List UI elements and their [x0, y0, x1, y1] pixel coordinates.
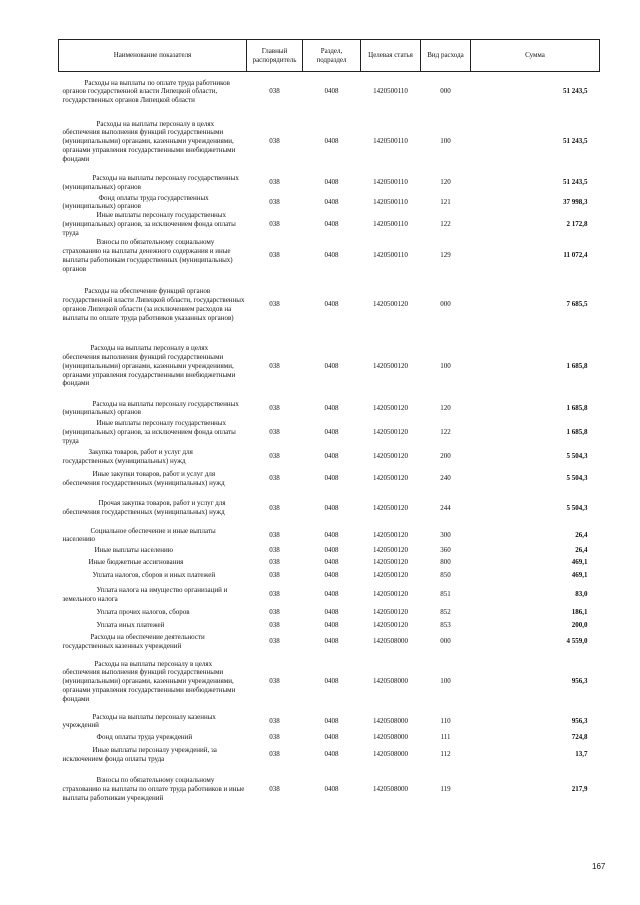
cell-name — [59, 583, 247, 606]
cell-target-code: 1420500120 — [373, 607, 408, 616]
cell-section: 0408 — [324, 590, 339, 599]
table-row — [59, 556, 600, 568]
cell-section: 0408 — [324, 197, 339, 206]
cell-name — [59, 606, 247, 618]
cell-sum: 37 998,3 — [563, 197, 588, 206]
cell-section: 0408 — [324, 607, 339, 616]
cell-target-code: 1420508000 — [373, 785, 408, 794]
cell-section: 0408 — [324, 137, 339, 146]
row-name-text: Расходы на обеспечение деятельности государственных казенных учреждений — [62, 633, 205, 650]
cell-section: 0408 — [324, 637, 339, 646]
row-name-text: Иные выплаты персоналу государственных (муниципальных) органов, за исключением фонда оплаты труда — [62, 419, 236, 445]
cell-sum: 4 559,0 — [566, 637, 588, 646]
cell-expense-type: 100 — [440, 361, 451, 370]
cell-sum: 5 504,3 — [566, 452, 588, 461]
row-name-text: Социальное обеспечение и иные выплаты населению — [62, 526, 216, 544]
table-row — [59, 568, 600, 583]
table-row — [59, 744, 600, 765]
row-name-text: Иные выплаты населению — [94, 545, 174, 554]
table-row — [59, 72, 600, 112]
row-name-text: Уплата иных платежей — [96, 621, 165, 630]
row-name-text: Фонд оплаты труда государственных (муниципальных) органов — [62, 193, 209, 211]
cell-name — [59, 112, 247, 172]
cell-admin: 038 — [269, 621, 280, 630]
cell-sum: 724,8 — [571, 732, 588, 741]
cell-sum: 1 685,8 — [566, 361, 588, 370]
table-row — [59, 112, 600, 172]
table-row — [59, 397, 600, 419]
cell-admin: 038 — [269, 530, 280, 539]
cell-name — [59, 194, 247, 212]
cell-admin: 038 — [269, 178, 280, 187]
cell-expense-type: 853 — [440, 621, 451, 630]
cell-section: 0408 — [324, 361, 339, 370]
cell-admin: 038 — [269, 87, 280, 96]
row-name-text: Прочая закупка товаров, работ и услуг для обеспечения государственных (муниципальных) нужд — [62, 499, 226, 516]
cell-section: 0408 — [324, 750, 339, 759]
cell-name — [59, 335, 247, 397]
cell-target-code: 1420500120 — [373, 300, 408, 309]
cell-target-code: 1420500120 — [373, 474, 408, 483]
cell-section: 0408 — [324, 530, 339, 539]
cell-sum: 1 685,8 — [566, 403, 588, 412]
table-row — [59, 583, 600, 606]
cell-sum: 13,7 — [575, 750, 588, 759]
cell-section: 0408 — [324, 503, 339, 512]
cell-admin: 038 — [269, 251, 280, 260]
cell-target-code: 1420500110 — [373, 219, 408, 228]
cell-section: 0408 — [324, 219, 339, 228]
table-row — [59, 606, 600, 618]
cell-name — [59, 468, 247, 490]
cell-expense-type: 111 — [440, 732, 451, 741]
cell-sum: 11 072,4 — [563, 251, 588, 260]
header-sum: Сумма — [471, 40, 600, 72]
cell-admin: 038 — [269, 677, 280, 686]
row-name-text: Расходы на выплаты персоналу в целях обеспечения выполнения функций государственными (муниципальными) органами, казенными учреждениями, органами управления государственными внебюджетными фондами — [62, 119, 236, 163]
table-row — [59, 335, 600, 397]
cell-target-code: 1420500120 — [373, 545, 408, 554]
row-name-text: Фонд оплаты труда учреждений — [96, 732, 193, 741]
cell-target-code: 1420500120 — [373, 621, 408, 630]
cell-name — [59, 730, 247, 744]
cell-name — [59, 446, 247, 468]
cell-expense-type: 100 — [440, 137, 451, 146]
row-name-text: Расходы на выплаты персоналу казенных учреждений — [62, 712, 216, 730]
cell-admin: 038 — [269, 785, 280, 794]
cell-sum: 5 504,3 — [566, 474, 588, 483]
cell-sum: 26,4 — [575, 530, 588, 539]
row-name-text: Расходы на обеспечение функций органов государственной власти Липецкой области, государственных органов Липецкой области (за исключением расходов на выплаты по оплате труда работников указанных органов) — [62, 287, 245, 322]
cell-admin: 038 — [269, 607, 280, 616]
cell-expense-type: 851 — [440, 590, 451, 599]
cell-sum: 186,1 — [571, 607, 588, 616]
cell-admin: 038 — [269, 219, 280, 228]
cell-target-code: 1420500110 — [373, 197, 408, 206]
cell-admin: 038 — [269, 571, 280, 580]
table-row — [59, 237, 600, 274]
cell-expense-type: 121 — [440, 197, 451, 206]
cell-name — [59, 490, 247, 527]
cell-admin: 038 — [269, 428, 280, 436]
cell-expense-type: 850 — [440, 571, 451, 580]
cell-expense-type: 360 — [440, 545, 451, 554]
cell-admin: 038 — [269, 590, 280, 599]
cell-section: 0408 — [324, 428, 339, 436]
cell-sum: 217,9 — [571, 785, 588, 794]
cell-name — [59, 556, 247, 568]
cell-admin: 038 — [269, 403, 280, 412]
page-number: 167 — [592, 862, 606, 871]
cell-name — [59, 568, 247, 583]
table-row — [59, 194, 600, 212]
cell-target-code: 1420508000 — [373, 732, 408, 741]
header-section: Раздел, подраздел — [303, 40, 361, 72]
table-row — [59, 651, 600, 713]
cell-section: 0408 — [324, 87, 339, 96]
row-name-text: Расходы на выплаты персоналу государственных (муниципальных) органов — [62, 173, 239, 191]
cell-section: 0408 — [324, 621, 339, 630]
cell-section: 0408 — [324, 732, 339, 741]
cell-section: 0408 — [324, 785, 339, 794]
row-name-text: Взносы по обязательному социальному страхованию на выплаты по оплате труда работников и иные выплаты работникам учреждений — [62, 776, 245, 802]
row-name-text: Иные выплаты персоналу учреждений, за исключением фонда оплаты труда — [62, 745, 217, 763]
cell-section: 0408 — [324, 474, 339, 483]
cell-target-code: 1420500110 — [373, 251, 408, 260]
header-expense-type: Вид расхода — [421, 40, 471, 72]
cell-admin: 038 — [269, 300, 280, 309]
cell-name — [59, 527, 247, 545]
cell-target-code: 1420508000 — [373, 677, 408, 686]
cell-section: 0408 — [324, 178, 339, 187]
cell-admin: 038 — [269, 750, 280, 759]
cell-sum: 956,3 — [571, 677, 588, 686]
cell-target-code: 1420500120 — [373, 571, 408, 580]
cell-sum: 7 685,5 — [566, 300, 588, 309]
cell-expense-type: 000 — [440, 87, 451, 96]
cell-name — [59, 397, 247, 419]
table-row — [59, 544, 600, 556]
cell-section: 0408 — [324, 677, 339, 686]
cell-admin: 038 — [269, 452, 280, 461]
cell-sum: 26,4 — [575, 545, 588, 554]
table-row — [59, 730, 600, 744]
cell-admin: 038 — [269, 557, 280, 566]
header-admin: Главный распорядитель — [247, 40, 303, 72]
cell-section: 0408 — [324, 403, 339, 412]
cell-name — [59, 651, 247, 713]
table-row — [59, 274, 600, 335]
cell-target-code: 1420500120 — [373, 530, 408, 539]
cell-section: 0408 — [324, 251, 339, 260]
cell-name — [59, 618, 247, 633]
cell-admin: 038 — [269, 197, 280, 206]
cell-expense-type: 112 — [440, 750, 451, 759]
cell-target-code: 1420500120 — [373, 590, 408, 599]
cell-target-code: 1420500120 — [373, 452, 408, 461]
cell-expense-type: 119 — [440, 785, 451, 794]
cell-name — [59, 72, 247, 112]
cell-expense-type: 120 — [440, 178, 451, 187]
cell-section: 0408 — [324, 571, 339, 580]
cell-sum: 956,3 — [571, 716, 588, 725]
cell-expense-type: 100 — [440, 677, 451, 686]
cell-admin: 038 — [269, 716, 280, 725]
cell-target-code: 1420500120 — [373, 361, 408, 370]
cell-admin: 038 — [269, 474, 280, 483]
row-name-text: Уплата налогов, сборов и иных платежей — [92, 571, 216, 580]
cell-expense-type: 300 — [440, 530, 451, 539]
cell-target-code: 1420500110 — [373, 178, 408, 187]
row-name-text: Иные закупки товаров, работ и услуг для обеспечения государственных (муниципальных) нужд — [62, 469, 225, 487]
cell-expense-type: 000 — [440, 637, 451, 646]
cell-target-code: 1420500120 — [373, 557, 408, 566]
cell-sum: 83,0 — [575, 590, 588, 599]
cell-admin: 038 — [269, 361, 280, 370]
row-name-text: Иные бюджетные ассигнования — [88, 557, 184, 566]
row-name-text: Иные выплаты персоналу государственных (муниципальных) органов, за исключением фонда оплаты труда — [62, 211, 236, 237]
row-name-text: Расходы на выплаты персоналу в целях обеспечения выполнения функций государственными (муниципальными) органами, казенными учреждениями, органами управления государственными внебюджетными фондами — [62, 344, 236, 388]
row-name-text: Расходы на выплаты персоналу в целях обеспечения выполнения функций государственными (муниципальными) органами, казенными учреждениями, органами управления государственными внебюджетными фондами — [62, 659, 236, 703]
cell-name — [59, 419, 247, 445]
cell-expense-type: 240 — [440, 474, 451, 483]
cell-section: 0408 — [324, 716, 339, 725]
budget-table — [58, 39, 600, 814]
cell-target-code: 1420500110 — [373, 137, 408, 146]
cell-admin: 038 — [269, 637, 280, 646]
cell-sum: 1 685,8 — [566, 428, 588, 436]
cell-target-code: 1420500120 — [373, 503, 408, 512]
cell-name — [59, 274, 247, 335]
cell-sum: 469,1 — [571, 557, 588, 566]
cell-sum: 2 172,8 — [566, 219, 588, 228]
cell-sum: 51 243,5 — [563, 178, 588, 187]
header-target: Целевая статья — [361, 40, 421, 72]
cell-target-code: 1420508000 — [373, 750, 408, 759]
table-row — [59, 633, 600, 651]
cell-admin: 038 — [269, 137, 280, 146]
cell-sum: 200,0 — [571, 621, 588, 630]
cell-sum: 51 243,5 — [563, 137, 588, 146]
cell-expense-type: 120 — [440, 403, 451, 412]
cell-target-code: 1420500110 — [373, 87, 408, 96]
table-row — [59, 419, 600, 445]
cell-admin: 038 — [269, 545, 280, 554]
table-row — [59, 618, 600, 633]
cell-section: 0408 — [324, 545, 339, 554]
cell-expense-type: 000 — [440, 300, 451, 309]
cell-sum: 51 243,5 — [563, 87, 588, 96]
cell-section: 0408 — [324, 452, 339, 461]
cell-target-code: 1420508000 — [373, 716, 408, 725]
cell-section: 0408 — [324, 300, 339, 309]
cell-expense-type: 110 — [440, 716, 451, 725]
cell-admin: 038 — [269, 503, 280, 512]
table-row — [59, 211, 600, 237]
cell-name — [59, 633, 247, 651]
cell-name — [59, 544, 247, 556]
table-body — [59, 72, 600, 815]
header-name: Наименование показателя — [59, 40, 247, 72]
cell-section: 0408 — [324, 557, 339, 566]
cell-sum: 5 504,3 — [566, 503, 588, 512]
table-row — [59, 765, 600, 814]
table-row — [59, 490, 600, 527]
table-row — [59, 468, 600, 490]
row-name-text: Уплата прочих налогов, сборов — [96, 607, 190, 616]
cell-admin: 038 — [269, 732, 280, 741]
cell-name — [59, 237, 247, 274]
row-name-text: Взносы по обязательному социальному страхованию на выплаты денежного содержания и иные выплаты работникам государственных (муниципальных) органов — [62, 238, 233, 273]
cell-name — [59, 172, 247, 194]
cell-target-code: 1420500120 — [373, 403, 408, 412]
row-name-text: Расходы на выплаты по оплате труда работников органов государственной власти Липецкой области, государственных органов Липецкой области — [62, 78, 230, 105]
cell-expense-type: 200 — [440, 452, 451, 461]
table-row — [59, 172, 600, 194]
table-header-row — [59, 40, 600, 72]
cell-name — [59, 765, 247, 814]
cell-target-code: 1420508000 — [373, 637, 408, 646]
cell-expense-type: 129 — [440, 251, 451, 260]
table-row — [59, 446, 600, 468]
cell-expense-type: 122 — [440, 219, 451, 228]
cell-name — [59, 744, 247, 765]
cell-expense-type: 852 — [440, 607, 451, 616]
row-name-text: Расходы на выплаты персоналу государственных (муниципальных) органов — [62, 399, 239, 417]
cell-expense-type: 122 — [440, 428, 451, 436]
cell-expense-type: 800 — [440, 557, 451, 566]
cell-sum: 469,1 — [571, 571, 588, 580]
cell-name — [59, 211, 247, 237]
table-row — [59, 527, 600, 545]
table-row — [59, 713, 600, 731]
row-name-text: Закупка товаров, работ и услуг для государственных (муниципальных) нужд — [62, 447, 193, 465]
row-name-text: Уплата налога на имущество организаций и земельного налога — [62, 585, 228, 603]
cell-target-code: 1420500120 — [373, 428, 408, 436]
cell-name — [59, 713, 247, 731]
cell-expense-type: 244 — [440, 503, 451, 512]
